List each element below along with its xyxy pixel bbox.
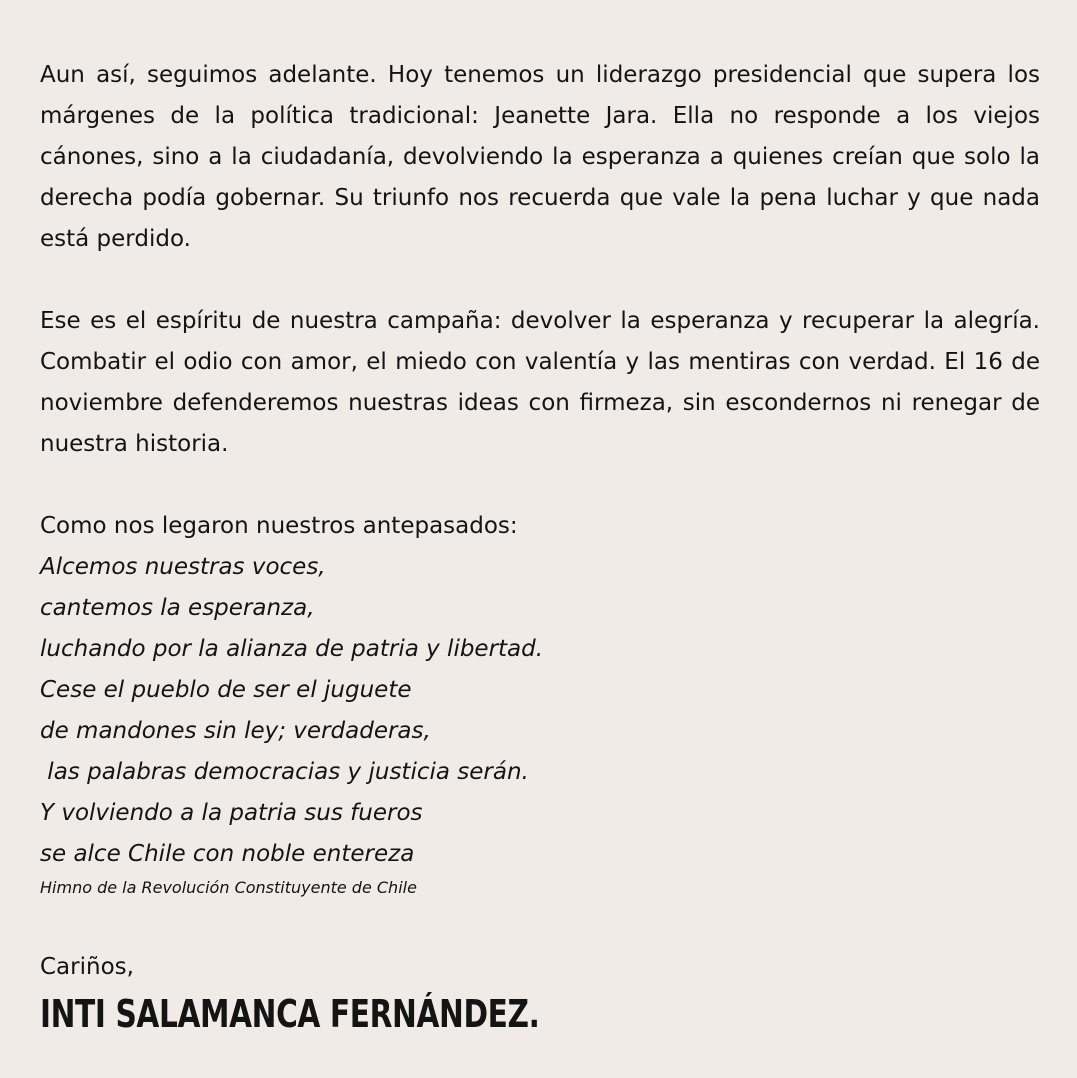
poem-line: Alcemos nuestras voces, — [40, 554, 326, 580]
signature-name: INTI SALAMANCA FERNÁNDEZ. — [40, 992, 540, 1036]
paragraph-leadership: Aun así, seguimos adelante. Hoy tenemos un liderazgo presidencial que supera los márgenes de la política tradicional: Jeanette Jara. Ella no responde a los viejos cánones, sino a la ciudadanía, devolviendo la esperanza a quienes creían que solo la derecha podía gobernar. Su triunfo nos recuerda que vale la pena luchar y que nada está perdido. — [40, 62, 1040, 252]
poem-source: Himno de la Revolución Constituyente de Chile — [40, 878, 417, 897]
paragraph-campaign: Ese es el espíritu de nuestra campaña: devolver la esperanza y recuperar la alegría. Combatir el odio con amor, el miedo con valentía y las mentiras con verdad. El 16 de noviembre defenderemos nuestras ideas con firmeza, sin escondernos ni renegar de nuestra historia. — [40, 308, 1040, 457]
paragraph-spacer — [40, 260, 1040, 301]
poem-line: cantemos la esperanza, — [40, 595, 315, 621]
poem-line: luchando por la alianza de patria y libertad. — [40, 636, 544, 662]
letter-page — [40, 55, 1040, 1040]
poem-line: se alce Chile con noble entereza — [40, 841, 415, 867]
poem-intro: Como nos legaron nuestros antepasados: — [40, 513, 518, 539]
poem-line: Y volviendo a la patria sus fueros — [40, 800, 423, 826]
paragraph-spacer — [40, 465, 1040, 506]
closing-salutation: Cariños, — [40, 954, 134, 980]
poem-line: las palabras democracias y justicia serán. — [40, 759, 529, 785]
poem-verse — [40, 547, 1040, 875]
poem-line: de mandones sin ley; verdaderas, — [40, 718, 431, 744]
poem-line: Cese el pueblo de ser el juguete — [40, 677, 412, 703]
